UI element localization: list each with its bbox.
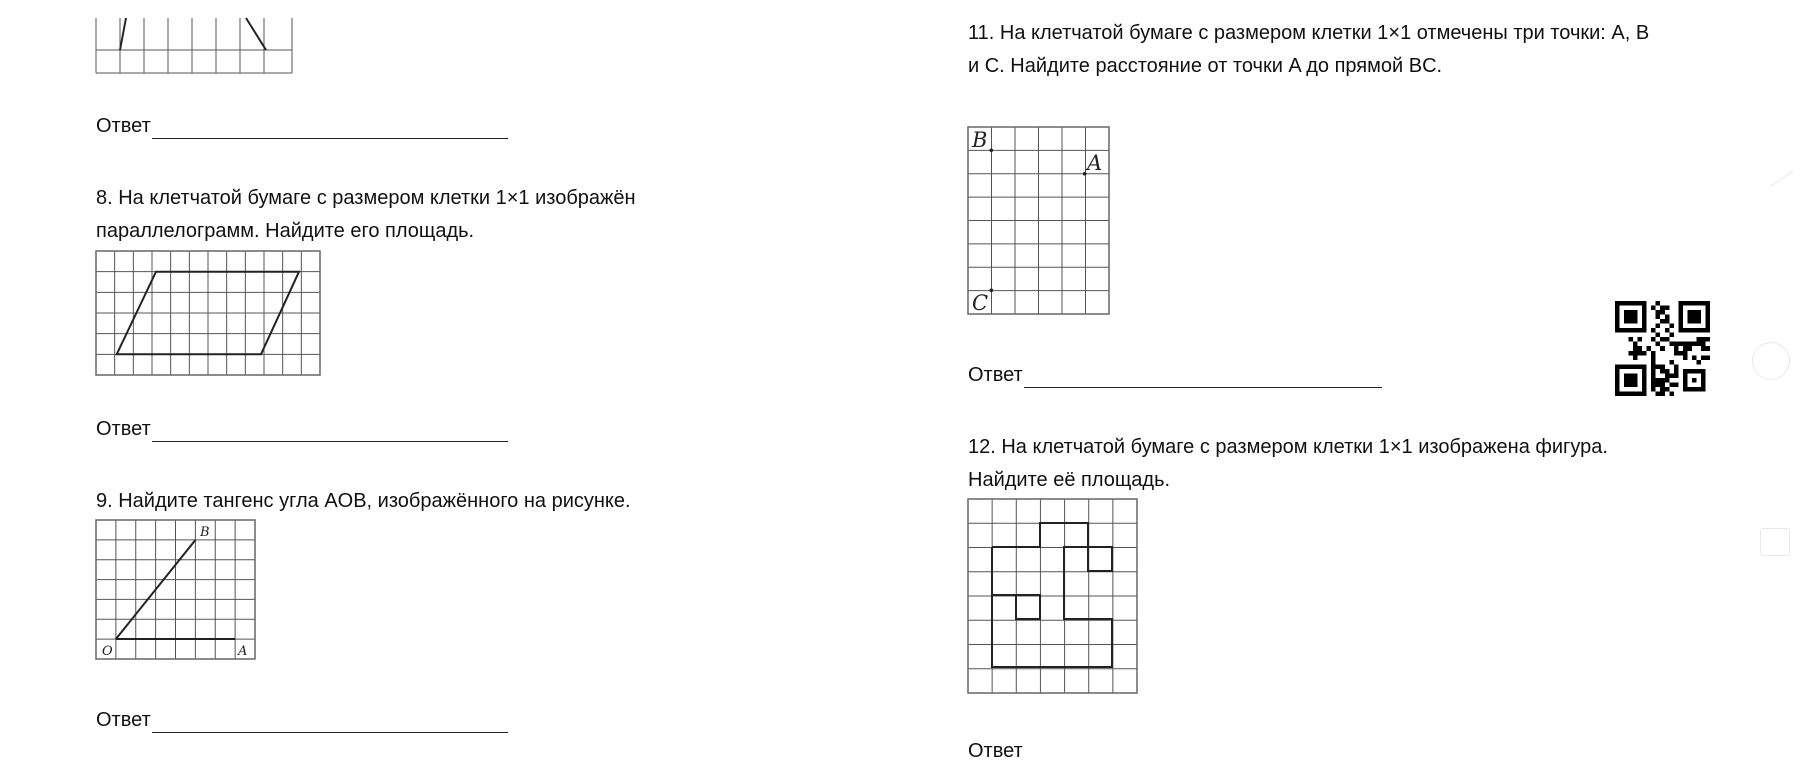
recent-apps-icon[interactable]: [1760, 528, 1790, 556]
point-a: [1083, 172, 1087, 176]
task11-line1: 11. На клетчатой бумаге с размером клетки 1×1 отмечены три точки: A, B: [968, 22, 1650, 44]
task12-figure: [968, 499, 1138, 694]
answer-label-8: Ответ: [96, 418, 151, 440]
answer-blank-11[interactable]: [1024, 387, 1382, 388]
task8-figure: [96, 251, 321, 376]
task11-figure: [968, 127, 1110, 315]
answer-blank-8[interactable]: [152, 441, 508, 442]
answer-blank-7[interactable]: [152, 138, 508, 139]
label-o: O: [102, 644, 113, 659]
label-b: B: [200, 525, 210, 540]
point-c-label: C: [972, 291, 989, 315]
label-a: A: [238, 644, 248, 659]
answer-label-9: Ответ: [96, 709, 151, 731]
answer-label-11: Ответ: [968, 364, 1023, 386]
home-icon[interactable]: [1752, 342, 1790, 380]
answer-label-12: Ответ: [968, 740, 1023, 762]
point-b-label: B: [972, 128, 988, 152]
qr-code-icon: [1615, 301, 1710, 396]
task11-line2: и C. Найдите расстояние от точки A до прямой BC.: [968, 55, 1443, 77]
task8-line2: параллелограмм. Найдите его площадь.: [96, 220, 475, 242]
back-icon[interactable]: [1770, 170, 1794, 187]
task7-figure: [96, 18, 296, 74]
answer-blank-9[interactable]: [152, 732, 508, 733]
point-a-label: A: [1087, 151, 1103, 175]
task9-line1: 9. Найдите тангенс угла AOB, изображённого на рисунке.: [96, 490, 631, 512]
task9-figure: [96, 520, 256, 660]
task12-line1: 12. На клетчатой бумаге с размером клетки 1×1 изображена фигура.: [968, 436, 1608, 458]
point-c: [990, 289, 994, 293]
answer-label-7: Ответ: [96, 115, 151, 137]
task8-line1: 8. На клетчатой бумаге с размером клетки 1×1 изображён: [96, 187, 636, 209]
area-figure-shape: [992, 523, 1112, 667]
point-b: [990, 149, 994, 153]
task12-line2: Найдите её площадь.: [968, 469, 1171, 491]
